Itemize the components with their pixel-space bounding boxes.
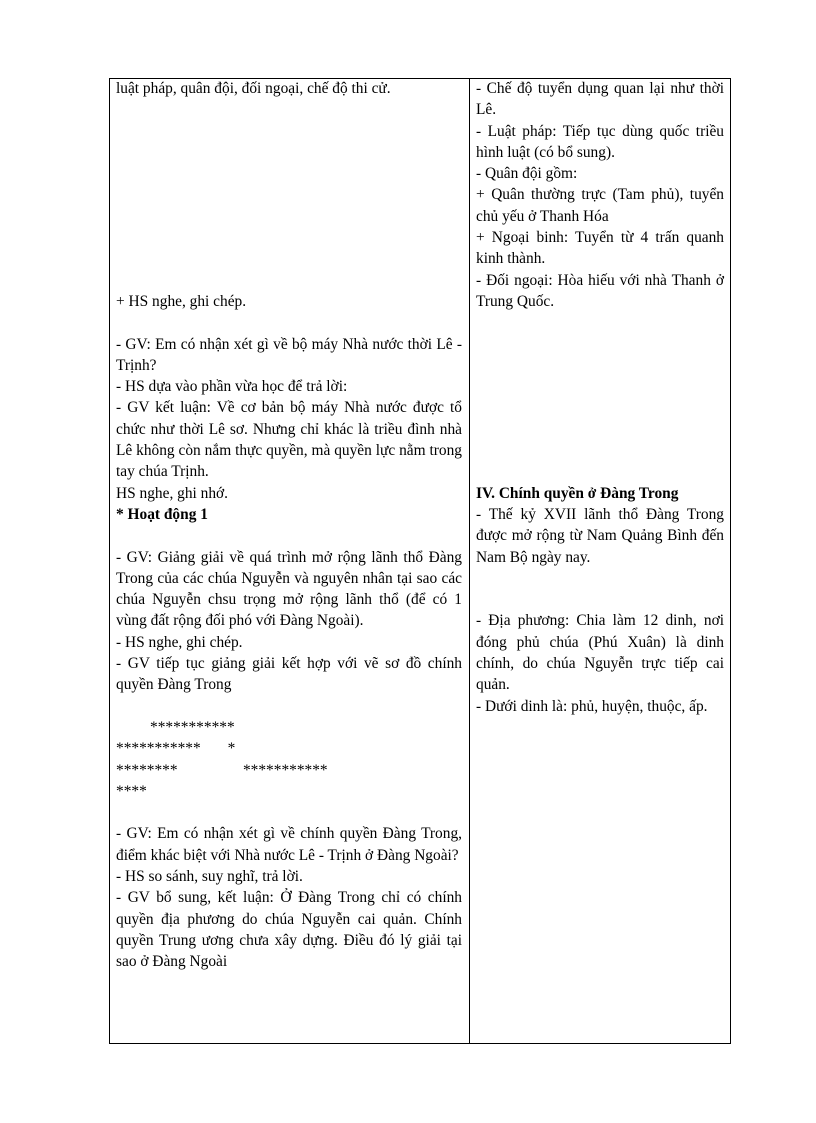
diagram-placeholder-line: *********** *: [116, 740, 236, 758]
paragraph: - GV bổ sung, kết luận: Ở Đàng Trong chỉ có chính quyền địa phương do chúa Nguyễn cai quản. Chính quyền Trung ương chưa xây dựng. Điều đó lý giải tại sao ở Đàng Ngoài: [116, 889, 462, 971]
paragraph: + Quân thường trực (Tam phủ), tuyển chủ yếu ở Thanh Hóa: [476, 186, 724, 225]
column-divider: [469, 78, 470, 1044]
paragraph: - GV kết luận: Về cơ bản bộ máy Nhà nước được tổ chức như thời Lê sơ. Nhưng chỉ khác là triều đình nhà Lê không còn nắm thực quyền, mà quyền lực nằm trong tay chúa Trịnh.: [116, 399, 462, 481]
paragraph: - Luật pháp: Tiếp tục dùng quốc triều hình luật (có bổ sung).: [476, 122, 724, 161]
paragraph: - Quân đội gồm:: [476, 165, 578, 183]
teacher-student-activities-column: [116, 78, 462, 972]
activity-heading: * Hoạt động 1: [116, 505, 208, 523]
paragraph: - GV: Em có nhận xét gì về bộ máy Nhà nước thời Lê - Trịnh?: [116, 335, 462, 374]
paragraph: - HS so sánh, suy nghĩ, trả lời.: [116, 867, 303, 885]
paragraph: - GV: Giảng giải về quá trình mở rộng lãnh thổ Đàng Trong của các chúa Nguyễn và nguyên nhân tại sao các chúa Nguyễn chsu trọng mở rộng lãnh thổ (để có 1 vùng đất rộng đối phó với Đàng Ngoài).: [116, 548, 462, 630]
content-column: [476, 78, 724, 717]
section-heading: IV. Chính quyền ở Đàng Trong: [476, 484, 679, 502]
diagram-placeholder-line: ***********: [150, 718, 235, 736]
paragraph: - Đối ngoại: Hòa hiếu với nhà Thanh ở Trung Quốc.: [476, 271, 724, 310]
paragraph: luật pháp, quân đội, đối ngoại, chế độ thi cử.: [116, 80, 391, 97]
paragraph: + Ngoại binh: Tuyển từ 4 trấn quanh kinh thành.: [476, 229, 724, 268]
paragraph: HS nghe, ghi nhớ.: [116, 484, 229, 502]
paragraph: - Địa phương: Chia làm 12 dinh, nơi đóng phủ chúa (Phú Xuân) là dinh chính, do chúa Nguyễn trực tiếp cai quản.: [476, 612, 724, 694]
paragraph: - GV tiếp tục giảng giải kết hợp với vẽ sơ đồ chính quyền Đàng Trong: [116, 655, 462, 694]
diagram-placeholder-line: ******** ***********: [116, 761, 328, 779]
paragraph: - HS nghe, ghi chép.: [116, 633, 243, 651]
paragraph: - Chế độ tuyển dụng quan lại như thời Lê.: [476, 80, 724, 119]
paragraph: + HS nghe, ghi chép.: [116, 292, 247, 310]
diagram-placeholder-line: ****: [116, 782, 147, 800]
paragraph: - GV: Em có nhận xét gì về chính quyền Đàng Trong, điểm khác biệt với Nhà nước Lê - Trịnh ở Đàng Ngoài?: [116, 825, 462, 864]
paragraph: - HS dựa vào phần vừa học để trả lời:: [116, 378, 348, 396]
paragraph: - Dưới dinh là: phủ, huyện, thuộc, ấp.: [476, 697, 708, 715]
paragraph: - Thế kỷ XVII lãnh thổ Đàng Trong được mở rộng từ Nam Quảng Bình đến Nam Bộ ngày nay.: [476, 505, 724, 566]
